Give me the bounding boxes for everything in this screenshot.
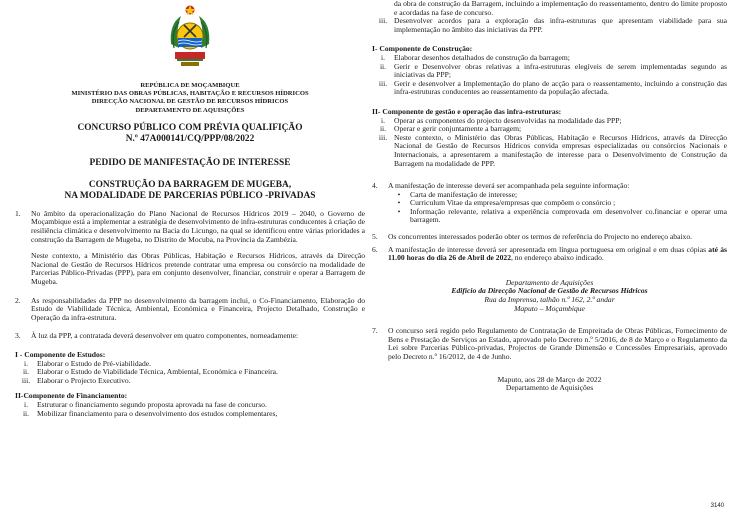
paragraph-text: , no endereço abaixo indicado. [511, 253, 604, 263]
tender-title: CONCURSO PÚBLICO COM PRÉVIA QUALIFIÇÃO [77, 122, 303, 133]
list-item: i. Estruturar o financiamento segundo proposta aprovada na fase de concurso. [23, 399, 267, 409]
paragraph-text: A manifestação de interesse deverá ser acompanhada pela seguinte informação: [388, 181, 630, 191]
list-item: i. Operar as componentes do projecto desenvolvidas na modalidade das PPP; [380, 115, 622, 125]
signature-department: Departamento de Aquisições [505, 383, 594, 393]
paragraph-1 [15, 210, 365, 287]
bullet-item: • Informação relevante, relativa a experiência comprovada em desenvolver co.financiar e operar uma barragem. [397, 206, 727, 225]
list-item: i. Elaborar desenhos detalhados de construção da barragem; [380, 52, 570, 62]
project-title: CONSTRUÇÃO DA BARRAGEM DE MUGEBA, [88, 179, 292, 190]
section-heading: I- Componente de Construção: [372, 44, 473, 54]
paragraph-text: Neste contexto, a Ministério das Obras Públicas, Habitação e Recursos Hídricos, através da Direcção Nacional de Gestão de Recursos Hídricos pretende contratar uma empresa ou consórcio na modalidade de Parcerias Público-Privadas (PPP), para em conjunto desenvolver, financiar, construir e operar a Barragem de Mugeba. [31, 251, 365, 286]
list-item: iii. Desenvolver acordos para a exploração das infra-estruturas que apresentam viabilidade para sua implementação no âmbito das iniciativas da PPP. [378, 16, 727, 34]
section-heading: II- Componente de gestão e operação das infra-estruturas: [372, 106, 562, 116]
list-item: ii. Elaborar o Estudo de Viabilidade Técnica, Ambiental, Económica e Financeira. [22, 367, 278, 377]
paragraph-6 [372, 246, 727, 263]
paragraph-number: 1. [15, 208, 21, 218]
project-modality: NA MODALIDADE DE PARCERIAS PÚBLICO -PRIVADAS [64, 190, 316, 201]
bullet-item: • Curriculum Vitae da empresa/empresas que compõem o consórcio ; [397, 198, 616, 208]
republic-name: REPÚBLICA DE MOÇAMBIQUE [140, 82, 240, 89]
list-item-continuation: da obra de construção da Barragem, incluindo a implementação do reassentamento, dentro do limite proposto e acordadas na fase de concurso. [394, 0, 727, 17]
page-number: 3140 [710, 503, 724, 509]
paragraph-text: À luz da PPP, a contratada deverá desenvolver em quatro componentes, nomeadamente: [31, 331, 299, 341]
paragraph-text: Os concorrentes interessados poderão obter os termos de referência do Projecto no endereço abaixo. [388, 232, 693, 242]
paragraph-number: 4. [372, 181, 378, 191]
list-item: iii. Gerir e desenvolver a Implementação do plano de acção para o reassentamento, incluindo a construção das infra-estruturas conducentes ao reassentamento da população afectada. [378, 78, 727, 97]
deadline-text: até às 11.00 horas do dia 26 de Abril de 2022 [388, 244, 727, 263]
ministry-name: MINISTÉRIO DAS OBRAS PÚBLICAS, HABITAÇÃO E RECURSOS HÍDRICOS [71, 90, 309, 98]
address-city: Maputo – Moçambique [514, 303, 585, 313]
tender-number: N.º 47A000141/CQ/PPP/08/2022 [125, 133, 255, 144]
bullet-item: • Carta de manifestação de interesse; [397, 189, 518, 199]
list-item: i. Elaborar o Estudo de Pré-viabilidade. [23, 358, 152, 368]
right-column [372, 0, 727, 393]
paragraph-3 [15, 332, 365, 341]
address-department: Departamento de Aquisições [505, 277, 594, 287]
list-item: ii. Mobilizar financiamento para o desenvolvimento dos estudos complementares, [22, 408, 278, 418]
coat-of-arms-icon [165, 4, 215, 80]
address-block [372, 279, 727, 313]
section-heading: II-Componente de Financiamento: [15, 391, 128, 401]
paragraph-text: No âmbito da operacionalização do Plano Nacional de Recursos Hídricos 2019 – 2040, o Governo de Moçambique está a implementar a estratégia de desenvolvimento de infra-estruturas conducentes à criação de resiliência climática e desenvolvimento na Bacia do Licungo, na qual se identificou entre várias prioridades a construção da Barragem de Mugeba, no Distrito de Mocuba, na Província da Zambézia. [31, 208, 365, 244]
paragraph-text: A manifestação de interesse deverá ser apresentada em língua portuguesa em original e em duas cópias [388, 244, 709, 254]
paragraph-text: O concurso será regido pelo Regulamento de Contratação de Empreitada de Obras Públicas, Fornecimento de Bens e Prestação de Serviços ao Estado, aprovado pelo Decreto n.º 5/2016, de 8 de Março e o Regulamento da Lei sobre Parcerias Público-privadas, Projectos de Grande Dimensão e Concessões Empresariais, aprovado pelo Decreto n.º 16/2012, de 4 de Junho. [388, 326, 727, 361]
paragraph-number: 6. [372, 244, 378, 254]
list-item: iii. Elaborar o Projecto Executivo. [21, 375, 131, 385]
paragraph-number: 7. [372, 326, 378, 336]
paragraph-7 [372, 327, 727, 361]
paragraph-4 [372, 182, 727, 225]
paragraph-number: 5. [372, 232, 378, 242]
section-heading: I - Componente de Estudos: [15, 349, 106, 359]
directorate-name: DIRECÇÃO NACIONAL DE GESTÃO DE RECURSOS HÍDRICOS [91, 98, 289, 106]
list-item: ii. Operar e gerir conjuntamente a barragem; [379, 124, 522, 134]
department-name: DEPARTAMENTO DE AQUISIÇÕES [135, 106, 245, 114]
list-item: ii. Gerir e Desenvolver obras relativas a infra-estruturas elegíveis de serem implementadas segundo as iniciativas da PPP; [379, 61, 727, 80]
address-street: Rua da Imprensa, talhão n.º 162, 2.º andar [484, 295, 615, 305]
paragraph-2 [15, 297, 365, 323]
paragraph-5 [372, 233, 727, 242]
paragraph-number: 2. [15, 295, 21, 305]
address-building: Edifício da Direcção Nacional de Gestão de Recursos Hídricos [451, 286, 648, 296]
left-column [15, 0, 365, 418]
notice-title: PEDIDO DE MANIFESTAÇÃO DE INTERESSE [89, 157, 291, 168]
paragraph-text: As responsabilidades da PPP no desenvolvimento da barragem inclui, o Co-Financiamento, Elaboração do Estudo de Viabilidade Técnica, Ambiental, Económica e Financeira, Projecto Detalhado, Construção e Operação da infra-estrutura. [31, 295, 365, 322]
signature-date: Maputo, aos 28 de Março de 2022 [497, 374, 602, 384]
list-item: iii. Neste contexto, o Ministério das Obras Públicas, Habitação e Recursos Hídricos, através da Direcção Nacional de Gestão de Recursos Hídricos convida empresas especializadas ou consórcios Nacionais e Internacionais, a apresentarem a manifestação de interesse para o Desenvolvimento de Construção da Barragem na modalidade de PPP. [378, 132, 727, 168]
paragraph-number: 3. [15, 331, 21, 341]
